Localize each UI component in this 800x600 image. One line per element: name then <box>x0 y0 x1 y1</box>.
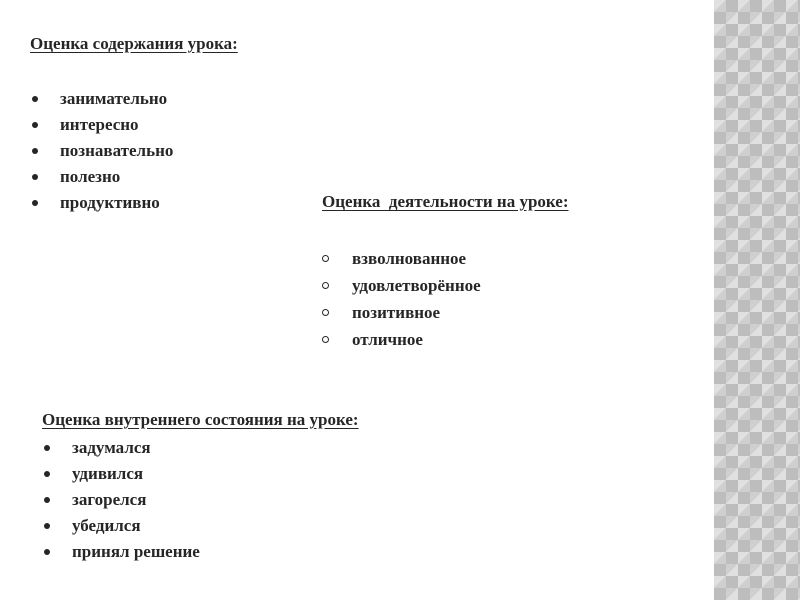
bullet-dot-icon <box>44 471 50 477</box>
list-item: полезно <box>30 164 238 190</box>
bullet-ring-icon <box>322 282 329 289</box>
list-item: отличное <box>322 326 568 353</box>
list-item: убедился <box>42 513 359 539</box>
list-item: занимательно <box>30 86 238 112</box>
bullet-ring-icon <box>322 336 329 343</box>
bullet-ring-icon <box>322 255 329 262</box>
lesson-activity-heading: Оценка деятельности на уроке: <box>322 192 569 211</box>
bullet-dot-icon <box>32 174 38 180</box>
bullet-dot-icon <box>44 523 50 529</box>
bullet-dot-icon <box>32 148 38 154</box>
bullet-dot-icon <box>32 200 38 206</box>
list-item: удивился <box>42 461 359 487</box>
bullet-dot-icon <box>32 96 38 102</box>
bullet-dot-icon <box>44 445 50 451</box>
list-item: позитивное <box>322 299 568 326</box>
list-item: задумался <box>42 435 359 461</box>
lesson-content-heading: Оценка содержания урока: <box>30 34 238 53</box>
inner-state-list <box>42 435 359 565</box>
bullet-dot-icon <box>32 122 38 128</box>
bullet-dot-icon <box>44 549 50 555</box>
lesson-activity-list <box>322 245 568 353</box>
list-item: познавательно <box>30 138 238 164</box>
lesson-activity-section <box>322 192 568 353</box>
bullet-dot-icon <box>44 497 50 503</box>
list-item: интересно <box>30 112 238 138</box>
list-item: удовлетворённое <box>322 272 568 299</box>
lesson-content-section <box>30 34 238 216</box>
list-item: загорелся <box>42 487 359 513</box>
list-item: продуктивно <box>30 190 238 216</box>
list-item: взволнованное <box>322 245 568 272</box>
inner-state-heading: Оценка внутреннего состояния на уроке: <box>42 410 359 429</box>
lesson-content-list <box>30 86 238 216</box>
bullet-ring-icon <box>322 309 329 316</box>
inner-state-section <box>42 410 359 565</box>
list-item: принял решение <box>42 539 359 565</box>
decorative-side-panel <box>714 0 800 600</box>
